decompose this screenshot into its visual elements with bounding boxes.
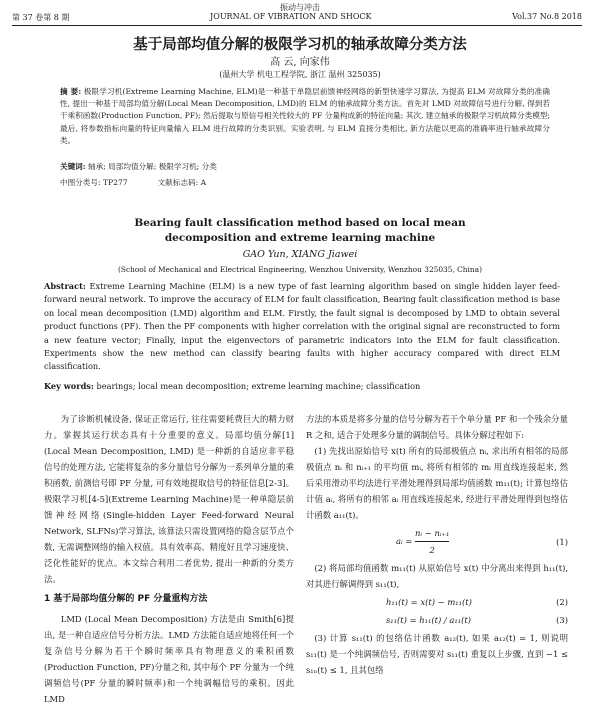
abstract-cn-text: 极限学习机(Extreme Learning Machine, ELM)是一种基于单隐层前馈神经网络的新型快速学习算法, 为提高 ELM 对故障分类的准确性, 提出一种基于局部均值分解(Local Mean Decomposition, LMD)的 ELM 的轴承故障分类方法。首先对 LMD 对故障信号进行分解, 得到若干乘积函数(Production Function, PF); 然后提取与原信号相关性较大的 PF 分量构成新的特征向量; 其次, 建立轴承的极限学习机故障分类模型; 最后, 将参数指标向量的特征向量输入 ELM 进行故障的分类识别。实验表明, 与 ELM 直接分类相比, 新方法能以更高的准确率进行轴承故障分类。 — [60, 87, 550, 145]
abstract-en-text: Extreme Learning Machine (ELM) is a new type of fast learning algorithm based on single hidden layer feed-forward neural network. To improve the accuracy of ELM for fault classification, Bearing fault classification method is base on local mean decomposition (LMD) algorithm and ELM. Firstly, the fault signal is decomposed by LMD to obtain several product functions (PF). Then the PF components with higher correlation with the original signal are reconstructed to form a new feature vector; Finally, input the eigenvectors of parametric indicators into the ELM for fault classification. Experiments show the new method can classify bearing faults with higher accuracy compared with direct ELM classification. — [44, 281, 561, 372]
body-column-right — [306, 411, 568, 678]
document-code: 文献标志码: A — [157, 178, 207, 187]
abstract-en-label: Abstract: — [44, 281, 86, 291]
abstract-cn — [60, 86, 550, 147]
header-rule — [12, 25, 582, 26]
keywords-cn-label: 关键词: — [60, 162, 86, 171]
volume-label: Vol.37 No.8 2018 — [512, 12, 582, 21]
keywords-cn-text: 轴承; 局部均值分解; 极限学习机; 分类 — [88, 162, 217, 171]
body-column-left — [44, 411, 294, 707]
clc-number: 中图分类号: TP277 — [60, 178, 128, 187]
step-3: (3) 计算 s₁₁(t) 的包络估计函数 a₁₂(t), 如果 a₁₂(t) = 1, 则说明 s₁₁(t) 是一个纯调频信号, 否则需要对 s₁₁(t) 重复以上步骤, 直到 −1 ≤ s₁ₙ(t) ≤ 1, 且其包络 — [306, 633, 568, 675]
step-2: (2) 将局部均值函数 m₁₁(t) 从原始信号 x(t) 中分离出来得到 h₁₁(t), 对其进行解调得到 s₁₁(t), — [306, 563, 568, 589]
title-en: Bearing fault classification method based on local mean decomposition and extreme learning machine — [134, 217, 466, 244]
section-paragraph: LMD (Local Mean Decomposition) 方法是由 Smith[6]提出, 是一种自适应信号分析方法。LMD 方法能自适应地将任何一个复杂信号分解为若干个瞬时频率具有物理意义的乘积函数(Production Function, PF)分量之和, 其中每个 PF 分量为一个纯调频信号(PF 分量的瞬时频率)和一个纯调幅信号的乘积。因此 LMD — [44, 614, 294, 704]
abstract-cn-label: 摘 要: — [60, 87, 82, 96]
equation-1 — [306, 525, 568, 558]
keywords-cn — [60, 161, 550, 172]
running-header — [12, 12, 582, 23]
classification-cn — [60, 177, 550, 188]
equation-3: s₁₁(t) = h₁₁(t) / a₁₁(t) (3) — [386, 615, 568, 625]
keywords-en-text: bearings; local mean decomposition; extreme learning machine; classification — [96, 381, 421, 391]
issue-label: 第 37 卷第 8 期 — [12, 13, 70, 22]
eq1-number: (1) — [556, 536, 568, 547]
affiliation-en: (School of Mechanical and Electrical Engineering, Wenzhou University, Wenzhou 325035, China) — [118, 265, 482, 274]
step-1: (1) 先找出原始信号 x(t) 所有的局部极值点 nᵢ, 求出所有相邻的局部极值点 nᵢ 和 nᵢ₊₁ 的平均值 mᵢ, 将所有相邻的 mᵢ 用直线连接起来, 然后采用滑动平均法进行平滑处理得到局部均值函数 m₁₁(t); 计算包络估计值 aᵢ, 将所有的相邻 aᵢ 用直线连接起来, 经进行平滑处理得到包络估计函数 a₁₁(t)。 — [306, 446, 568, 520]
decomposition-intro: 方法的本质是将多分量的信号分解为若干个单分量 PF 和一个残余分量 R 之和, 适合于处理多分量的调制信号。具体分解过程如下: — [306, 414, 568, 440]
journal-name-cn: 振动与冲击 — [280, 3, 320, 12]
section-heading: 1 基于局部均值分解的 PF 分量重构方法 — [44, 594, 208, 604]
eq1-lhs: aᵢ = — [396, 536, 413, 546]
keywords-en — [44, 381, 560, 391]
keywords-en-label: Key words: — [44, 381, 94, 391]
equation-2: h₁₁(t) = x(t) − m₁₁(t) (2) — [386, 597, 568, 607]
journal-name-en: JOURNAL OF VIBRATION AND SHOCK — [210, 12, 372, 21]
authors-cn: 高 云, 向家伟 — [270, 57, 330, 68]
authors-en: GAO Yun, XIANG Jiawei — [242, 249, 358, 260]
title-cn: 基于局部均值分解的极限学习机的轴承故障分类方法 — [133, 37, 467, 53]
abstract-en — [44, 280, 560, 374]
intro-paragraph: 为了诊断机械设备, 保证正常运行, 往往需要耗费巨大的精力财力。掌握其运行状态具有十分重要的意义。局部均值分解[1] (Local Mean Decomposition, LMD) 是一种新的自适应非平稳信号的处理方法, 它能将复杂的多分量信号分解为一系列单分量的乘积函数, 前测信号即 PF 分量, 可有效地提取信号的特征信息[2-3]。极限学习机[4-5](Extreme Learning Machine)是一种单隐层前馈神经网络(Single-hidden Layer Feed-forward Neural Network, SLFNs)学习算法, 该算法只需设置网络的隐含层节点个数, 无需调整网络的输入权值。具有效率高、精度好且学习速度快、泛化性能好的优点。本文综合利用二者优势, 提出一种新的分类方法。 — [44, 414, 294, 584]
eq1-fraction: $\frac{\text{nᵢ − nᵢ₊₁}}{2}$ — [415, 528, 450, 555]
affiliation-cn: (温州大学 机电工程学院, 浙江 温州 325035) — [219, 70, 381, 79]
